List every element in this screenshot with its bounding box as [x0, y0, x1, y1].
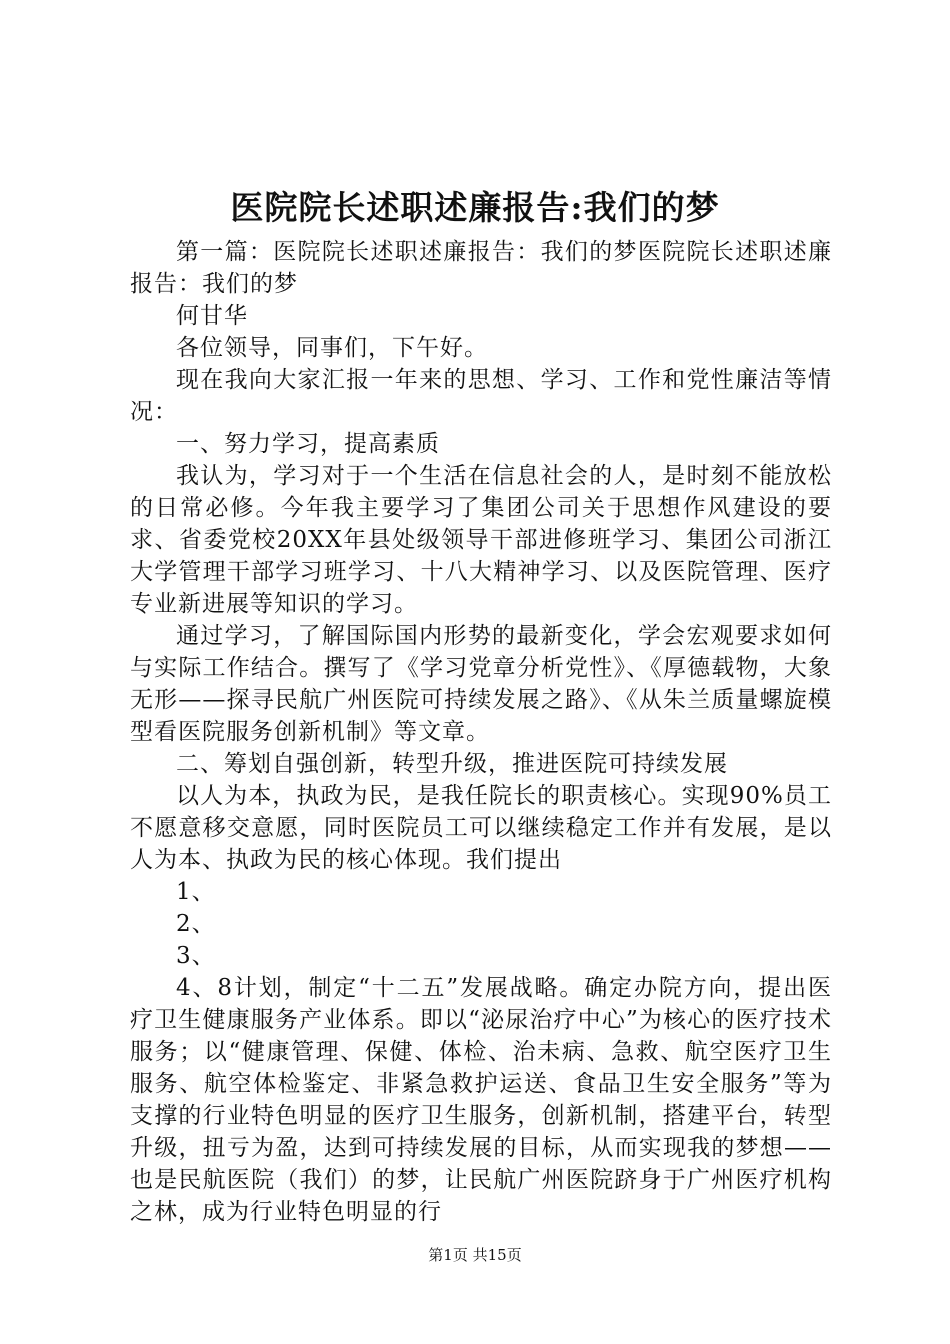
paragraph-study-content: 我认为，学习对于一个生活在信息社会的人，是时刻不能放松的日常必修。今年我主要学习了集团公司关于思想作风建设的要求、省委党校20XX年县处级领导干部进修班学习、集团公司浙江大学管理干部学习班学习、十八大精神学习、以及医院管理、医疗专业新进展等知识的学习。	[130, 463, 832, 617]
section-heading-study: 一、努力学习，提高素质	[176, 431, 440, 457]
paragraph-intro: 现在我向大家汇报一年来的思想、学习、工作和党性廉洁等情况：	[130, 367, 832, 425]
paragraph-study-results: 通过学习，了解国际国内形势的最新变化，学会宏观要求如何与实际工作结合。撰写了《学习党章分析党性》、《厚德载物，大象无形——探寻民航广州医院可持续发展之路》、《从朱兰质量螺旋模型看医院服务创新机制》等文章。	[130, 623, 832, 745]
section-heading-innovation: 二、筹划自强创新，转型升级，推进医院可持续发展	[176, 751, 728, 777]
paragraph-author: 何甘华	[176, 303, 248, 329]
paragraph-heading-first-chapter: 第一篇：医院院长述职述廉报告：我们的梦医院院长述职述廉报告：我们的梦	[130, 239, 832, 297]
document-title: 医院院长述职述廉报告:我们的梦	[230, 188, 720, 227]
list-item-3: 3、	[176, 943, 216, 969]
list-item-4-strategy: 4、8计划，制定“十二五”发展战略。确定办院方向，提出医疗卫生健康服务产业体系。即以“泌尿治疗中心”为核心的医疗技术服务；以“健康管理、保健、体检、治未病、急救、航空医疗卫生服务、航空体检鉴定、非紧急救护运送、食品卫生安全服务”等为支撑的行业特色明显的医疗卫生服务，创新机制，搭建平台，转型升级，扭亏为盈，达到可持续发展的目标，从而实现我的梦想——也是民航医院（我们）的梦，让民航广州医院跻身于广州医疗机构之林，成为行业特色明显的行	[130, 975, 832, 1225]
list-item-1: 1、	[176, 879, 216, 905]
list-item-2: 2、	[176, 911, 216, 937]
document-body	[130, 236, 832, 1228]
paragraph-people-oriented: 以人为本，执政为民，是我任院长的职责核心。实现90%员工不愿意移交意愿，同时医院员工可以继续稳定工作并有发展，是以人为本、执政为民的核心体现。我们提出	[130, 783, 832, 873]
page-number-footer: 第1页 共15页	[428, 1246, 522, 1264]
paragraph-greeting: 各位领导，同事们，下午好。	[176, 335, 488, 361]
